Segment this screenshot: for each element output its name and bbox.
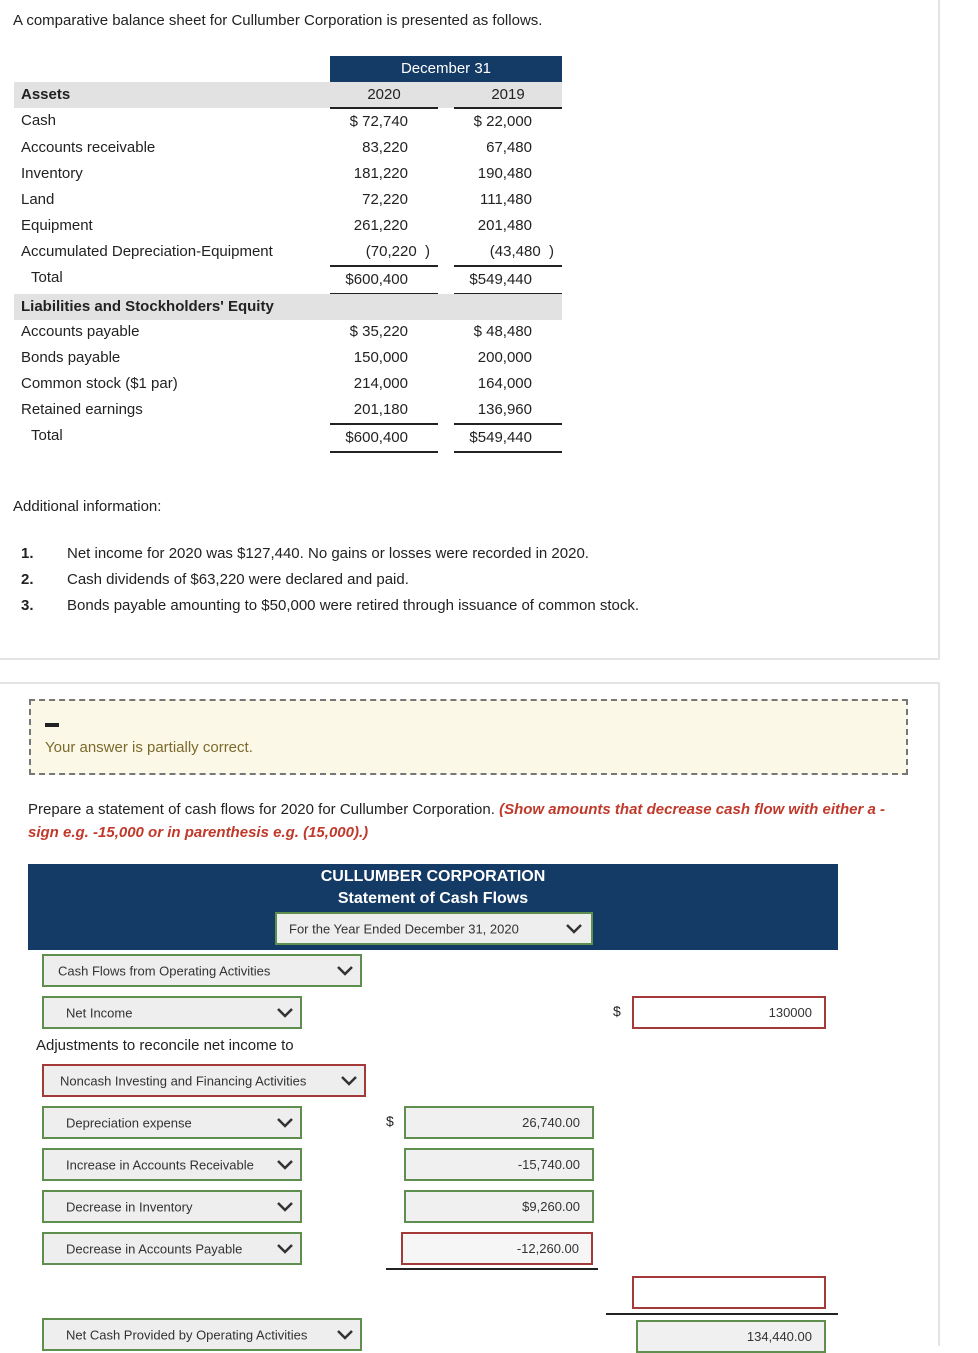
adjustment-label: Depreciation expense xyxy=(66,1115,192,1130)
total-adjustments-input[interactable] xyxy=(632,1276,826,1309)
asset-label: Accounts receivable xyxy=(21,139,156,156)
dollar-sign: $ xyxy=(386,1113,394,1129)
adjustment-dropdown[interactable] xyxy=(42,1232,302,1265)
chevron-down-icon xyxy=(565,923,583,935)
chevron-down-icon xyxy=(340,1075,358,1087)
asset-2019: 111,480 xyxy=(480,191,532,208)
net-cash-label: Net Cash Provided by Operating Activities xyxy=(66,1327,308,1342)
dollar-sign: $ xyxy=(613,1003,621,1019)
section-value: Cash Flows from Operating Activities xyxy=(58,963,271,978)
asset-2020: 72,220 xyxy=(362,191,408,208)
liability-2020: 150,000 xyxy=(353,349,408,366)
asset-label: Inventory xyxy=(21,165,83,182)
list-item: Bonds payable amounting to $50,000 were retired through issuance of common stock. xyxy=(67,597,640,614)
liability-2019: 136,960 xyxy=(477,401,532,418)
adjustment-label: Increase in Accounts Receivable xyxy=(66,1157,254,1172)
liability-2020: $ 35,220 xyxy=(349,323,408,340)
company-name: CULLUMBER CORPORATION xyxy=(320,868,546,885)
list-number: 3. xyxy=(21,597,34,614)
adjustment-input[interactable]: -15,740.00 xyxy=(404,1148,594,1181)
assets-total-label: Total xyxy=(31,269,63,286)
col-2019: 2019 xyxy=(491,86,525,103)
adjust-dropdown[interactable] xyxy=(42,1064,366,1097)
net-cash-input[interactable]: 134,440.00 xyxy=(636,1320,826,1353)
col-2020: 2020 xyxy=(367,86,401,103)
adjust-dropdown-value: Noncash Investing and Financing Activities xyxy=(60,1073,307,1088)
net-cash-dropdown[interactable] xyxy=(42,1318,362,1351)
liability-2020: 214,000 xyxy=(353,375,408,392)
adjustment-label: Decrease in Accounts Payable xyxy=(66,1241,243,1256)
liability-label: Common stock ($1 par) xyxy=(21,375,178,392)
chevron-down-icon xyxy=(276,1159,294,1171)
chevron-down-icon xyxy=(336,965,354,977)
liability-label: Bonds payable xyxy=(21,349,121,366)
list-number: 2. xyxy=(21,571,34,588)
list-number: 1. xyxy=(21,545,34,562)
asset-label: Land xyxy=(21,191,55,208)
section-dropdown[interactable] xyxy=(42,954,362,987)
asset-label: Cash xyxy=(21,112,57,129)
asset-2020: (70,220 ) xyxy=(365,243,430,260)
adjustment-dropdown[interactable] xyxy=(42,1148,302,1181)
statement-title-block xyxy=(28,866,838,910)
asset-2019: (43,480 ) xyxy=(489,243,554,260)
adjust-text: Adjustments to reconcile net income to xyxy=(36,1037,294,1054)
adjustment-input[interactable]: 26,740.00 xyxy=(404,1106,594,1139)
asset-2019: 201,480 xyxy=(477,217,532,234)
feedback-box xyxy=(29,699,908,775)
list-item: Net income for 2020 was $127,440. No gains or losses were recorded in 2020. xyxy=(67,545,589,562)
asset-2019: 190,480 xyxy=(477,165,532,182)
partial-icon xyxy=(45,723,59,727)
net-income-input[interactable]: 130000 xyxy=(632,996,826,1029)
december-header: December 31 xyxy=(330,56,562,82)
liability-2019: 200,000 xyxy=(477,349,532,366)
adjustment-input[interactable]: -12,260.00 xyxy=(401,1232,593,1265)
liability-2020: 201,180 xyxy=(353,401,408,418)
instructions-hint: (Show amounts that decrease cash flow with either a - sign e.g. -15,000 or in parenthesis e.g. (15,000).) xyxy=(28,801,885,841)
additional-title: Additional information: xyxy=(13,498,162,515)
intro-text: A comparative balance sheet for Cullumber Corporation is presented as follows. xyxy=(13,12,543,29)
asset-label: Equipment xyxy=(21,217,93,234)
assets-total-2019: $549,440 xyxy=(469,271,532,288)
asset-label: Accumulated Depreciation-Equipment xyxy=(21,243,273,260)
liab-total-2019: $549,440 xyxy=(469,429,532,446)
liabilities-title: Liabilities and Stockholders' Equity xyxy=(21,298,274,315)
asset-2020: $ 72,740 xyxy=(349,113,408,130)
adjustment-label: Decrease in Inventory xyxy=(66,1199,193,1214)
asset-2019: $ 22,000 xyxy=(473,113,532,130)
chevron-down-icon xyxy=(276,1007,294,1019)
chevron-down-icon xyxy=(336,1329,354,1341)
liability-2019: $ 48,480 xyxy=(473,323,532,340)
chevron-down-icon xyxy=(276,1243,294,1255)
asset-2020: 83,220 xyxy=(362,139,408,156)
liability-label: Retained earnings xyxy=(21,401,143,418)
adjustment-input[interactable]: $9,260.00 xyxy=(404,1190,594,1223)
liability-label: Accounts payable xyxy=(21,323,140,340)
list-item: Cash dividends of $63,220 were declared and paid. xyxy=(67,571,409,588)
chevron-down-icon xyxy=(276,1201,294,1213)
asset-2019: 67,480 xyxy=(486,139,532,156)
assets-title: Assets xyxy=(21,86,71,103)
net-income-label: Net Income xyxy=(66,1005,133,1020)
period-dropdown[interactable] xyxy=(275,912,593,945)
asset-2020: 261,220 xyxy=(353,217,408,234)
net-income-dropdown[interactable] xyxy=(42,996,302,1029)
liability-2019: 164,000 xyxy=(477,375,532,392)
instructions-text: Prepare a statement of cash flows for 2020 for Cullumber Corporation. xyxy=(28,801,500,818)
adjustment-dropdown[interactable] xyxy=(42,1190,302,1223)
liab-total-2020: $600,400 xyxy=(345,429,408,446)
asset-2020: 181,220 xyxy=(353,165,408,182)
liab-total-label: Total xyxy=(31,427,63,444)
adjustment-dropdown[interactable] xyxy=(42,1106,302,1139)
instructions xyxy=(28,798,918,844)
statement-title: Statement of Cash Flows xyxy=(337,890,529,907)
assets-total-2020: $600,400 xyxy=(345,271,408,288)
feedback-text: Your answer is partially correct. xyxy=(45,739,253,756)
period-value: For the Year Ended December 31, 2020 xyxy=(289,921,519,936)
chevron-down-icon xyxy=(276,1117,294,1129)
